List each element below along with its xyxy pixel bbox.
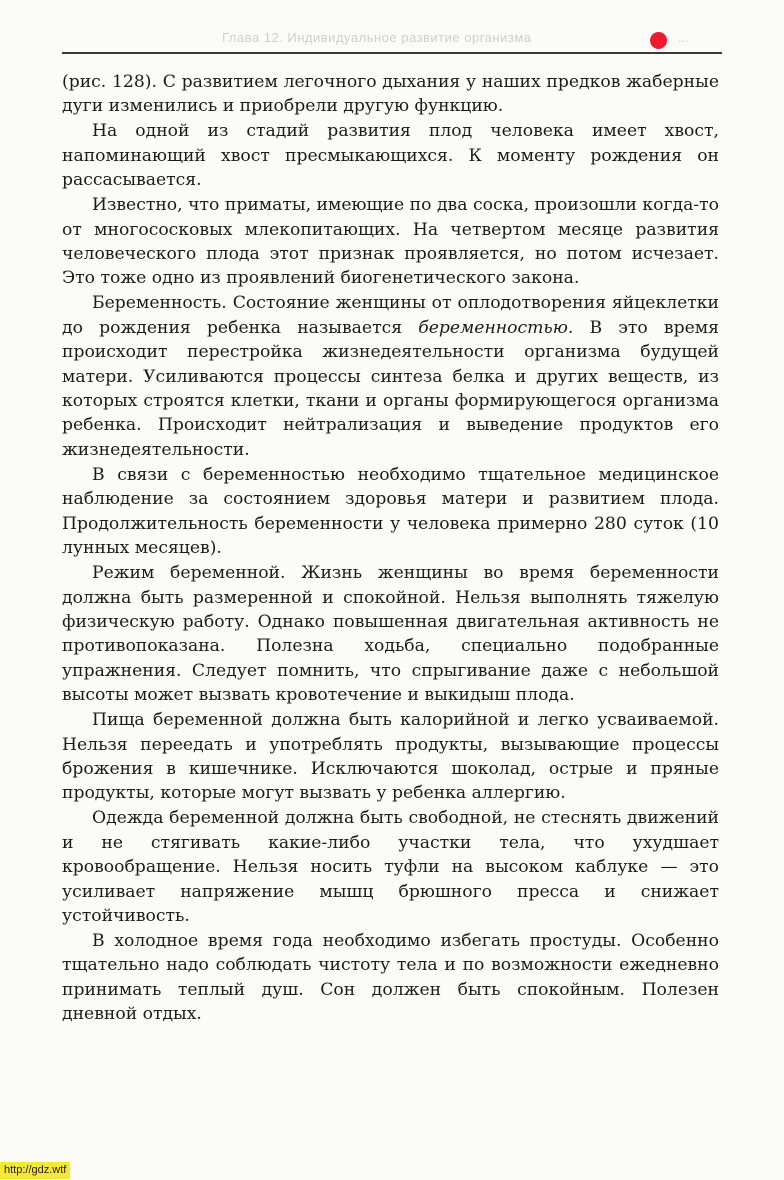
body-text [62, 70, 719, 1027]
header-rule [62, 52, 722, 54]
term-pregnancy: беременностью. [418, 317, 574, 338]
pregnancy-body-text: В это время происходит перестройка жизнедеятельности организма будущей матери. Усиливаются процессы синтеза белка и других веществ, из которых строятся клетки, ткани и органы формирующегося организма ребенка. Происходит нейтрализация и выведение продуктов его жизнедеятельности. [62, 317, 719, 460]
paragraph-pregnancy-definition [62, 291, 719, 462]
watermark-link[interactable]: http://gdz.wtf [0, 1162, 70, 1179]
running-header [62, 30, 722, 60]
paragraph-food: Пища беременной должна быть калорийной и легко усваиваемой. Нельзя переедать и употреблять продукты, вызывающие процессы брожения в кишечнике. Исключаются шоколад, острые и пряные продукты, которые могут вызвать у ребенка аллергию. [62, 710, 719, 804]
running-title: Глава 12. Индивидуальное развитие организма [222, 30, 532, 45]
red-dot-icon [650, 32, 667, 49]
paragraph-tail: На одной из стадий развития плод человека имеет хвост, напоминающий хвост пресмыкающихся. К моменту рождения он рассасывается. [62, 121, 719, 191]
paragraph-cold-season: В холодное время года необходимо избегать простуды. Особенно тщательно надо соблюдать чистоту тела и по возможности ежедневно принимать теплый душ. Сон должен быть спокойным. Полезен дневной отдых. [62, 930, 719, 1025]
paragraph-continuation: (рис. 128). С развитием легочного дыхания у наших предков жаберные дуги изменились и приобрели другую функцию. [62, 72, 719, 117]
pregnancy-intro-text: Беременность. Состояние женщины от оплодотворения яйцеклетки до рождения ребенка называется [62, 293, 719, 338]
page-number: ... [678, 30, 689, 45]
paragraph-clothing: Одежда беременной должна быть свободной, не стеснять движений и не стягивать какие-либо участки тела, что ухудшает кровообращение. Нельзя носить туфли на высоком каблуке — это усиливает напряжение мышц брюшного пресса и снижает устойчивость. [62, 808, 719, 926]
paragraph-medical-observation: В связи с беременностью необходимо тщательное медицинское наблюдение за состоянием здоровья матери и развитием плода. Продолжительность беременности у человека примерно 280 суток (10 лунных месяцев). [62, 464, 719, 559]
paragraph-regimen: Режим беременной. Жизнь женщины во время беременности должна быть размеренной и спокойной. Нельзя выполнять тяжелую физическую работу. Однако повышенная двигательная активность не противопоказана. Полезна ходьба, специально подобранные упражнения. Следует помнить, что спрыгивание даже с небольшой высоты может вызвать кровотечение и выкидыш плода. [62, 563, 719, 706]
paragraph-nipples: Известно, что приматы, имеющие по два соска, произошли когда-то от многососковых млекопитающих. На четвертом месяце развития человеческого плода этот признак проявляется, но потом исчезает. Это тоже одно из проявлений биогенетического закона. [62, 195, 719, 289]
